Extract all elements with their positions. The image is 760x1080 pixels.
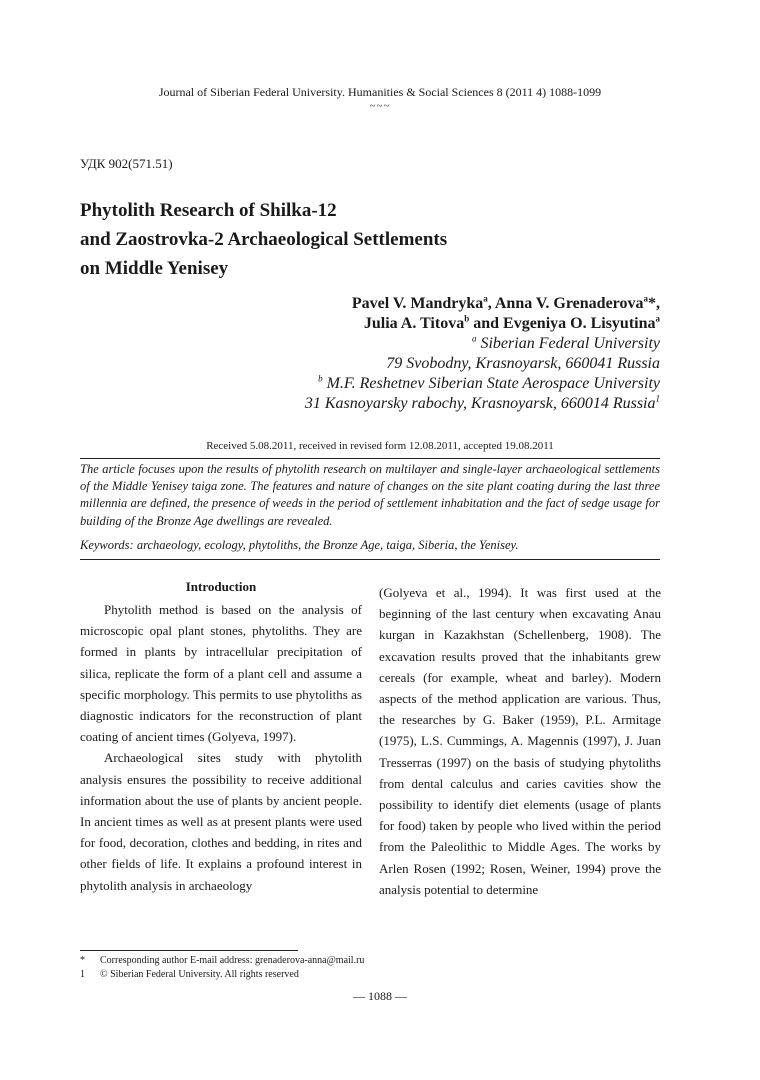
footnotes	[80, 954, 364, 982]
abstract-top-rule	[80, 458, 660, 459]
author-1-sup: a	[483, 293, 488, 304]
affiliation-b-address-sup: 1	[655, 393, 660, 404]
affiliation-a-address: 79 Svobodny, Krasnoyarsk, 660041 Russia	[386, 355, 660, 372]
paragraph-2: Archaeological sites study with phytolith analysis ensures the possibility to receive additional information about the use of plants by ancient people. In ancient times as well as at present plants were used for food, decoration, clothes and bedding, in rites and other fields of life. It explains a profound interest in phytolith analysis in archaeology	[80, 750, 362, 893]
title-line-2: and Zaostrovka-2 Archaeological Settlements	[80, 229, 448, 250]
footnote-1-mark: *	[80, 955, 85, 966]
body-column-left	[80, 578, 362, 896]
keywords: Keywords: archaeology, ecology, phytoliths, the Bronze Age, taiga, Siberia, the Yenisey.	[80, 538, 519, 552]
affiliation-a	[305, 334, 660, 354]
header-ornament: ~~~	[369, 100, 391, 112]
footnote-2-mark: 1	[80, 969, 85, 980]
paragraph-3: (Golyeva et al., 1994). It was first used at the beginning of the last century when excavating Anau kurgan in Kazakhstan (Schellenberg, 1908). The excavation results proved that the inhabitants grew cereals (for example, wheat and barley). Modern aspects of the method application are various. Thus, the researches by G. Baker (1959), P.L. Armitage (1975), L.S. Cummings, A. Magennis (1997), J. Juan Tresserras (1997) on the basis of studying phytoliths from dental calculus and caries cavities show the possibility to identify diet elements (usage of plants for food) taken by people who lived within the period from the Paleolithic to Middle Ages. The works by Arlen Rosen (1992; Rosen, Weiner, 1994) prove the analysis potential to determine	[379, 585, 661, 897]
author-4-sup: a	[655, 313, 660, 324]
body-column-right	[379, 582, 661, 900]
authors-line-2	[305, 314, 660, 334]
affiliation-a-sup: a	[471, 333, 477, 344]
udk-code: УДК 902(571.51)	[80, 156, 173, 171]
keywords-bottom-rule	[80, 559, 660, 560]
author-2: , Anna V. Grenaderova	[487, 295, 644, 312]
footnote-1	[80, 954, 364, 968]
affiliation-a-name: Siberian Federal University	[476, 335, 660, 352]
author-3: Julia A. Titova	[363, 315, 465, 332]
article-title	[80, 196, 680, 283]
author-3-sup: b	[464, 313, 470, 324]
author-1: Pavel V. Mandryka	[351, 295, 484, 312]
affiliation-b-address: 31 Kasnoyarsky rabochy, Krasnoyarsk, 660014 Russia	[304, 395, 656, 412]
affiliation-b-address-line	[305, 394, 660, 414]
received-dates: Received 5.08.2011, received in revised form 12.08.2011, accepted 19.08.2011	[206, 440, 554, 452]
footnote-2	[80, 968, 364, 982]
footnote-rule	[80, 950, 298, 951]
paragraph-1: Phytolith method is based on the analysis of microscopic opal plant stones, phytoliths. They are formed in plants by intracellular precipitation of silica, replicate the form of a plant cell and assume a specific morphology. This permits to use phytoliths as diagnostic indicators for the reconstruction of plant coating of ancient times (Golyeva, 1997).	[80, 602, 362, 745]
footnote-1-text: Corresponding author E-mail address: grenaderova-anna@mail.ru	[100, 955, 365, 966]
section-heading: Introduction	[185, 579, 257, 594]
author-2-sup: a	[643, 293, 648, 304]
abstract: The article focuses upon the results of phytolith research on multilayer and single-layer archaeological settlements of the Middle Yenisey taiga zone. The features and nature of changes on the site plant coating during the last three millennia are defined, the presence of weeds in the period of settlement inhabitation and the fact of sedge usage for building of the Bronze Age dwellings are revealed.	[80, 462, 660, 528]
author-2-tail: *,	[648, 295, 660, 312]
journal-header: Journal of Siberian Federal University. Humanities & Social Sciences 8 (2011 4) 1088-1099	[158, 85, 602, 99]
affiliation-b	[305, 374, 660, 394]
footnote-2-text: © Siberian Federal University. All rights reserved	[100, 969, 299, 980]
affiliation-b-name: M.F. Reshetnev Siberian State Aerospace University	[322, 375, 660, 392]
affiliation-b-sup: b	[318, 373, 323, 384]
author-4: and Evgeniya O. Lisyutina	[469, 315, 656, 332]
title-line-1: Phytolith Research of Shilka-12	[80, 200, 337, 221]
page-number: — 1088 —	[353, 989, 407, 1003]
authors-line-1	[305, 294, 660, 314]
authors-block	[305, 294, 660, 414]
title-line-3: on Middle Yenisey	[80, 258, 229, 279]
